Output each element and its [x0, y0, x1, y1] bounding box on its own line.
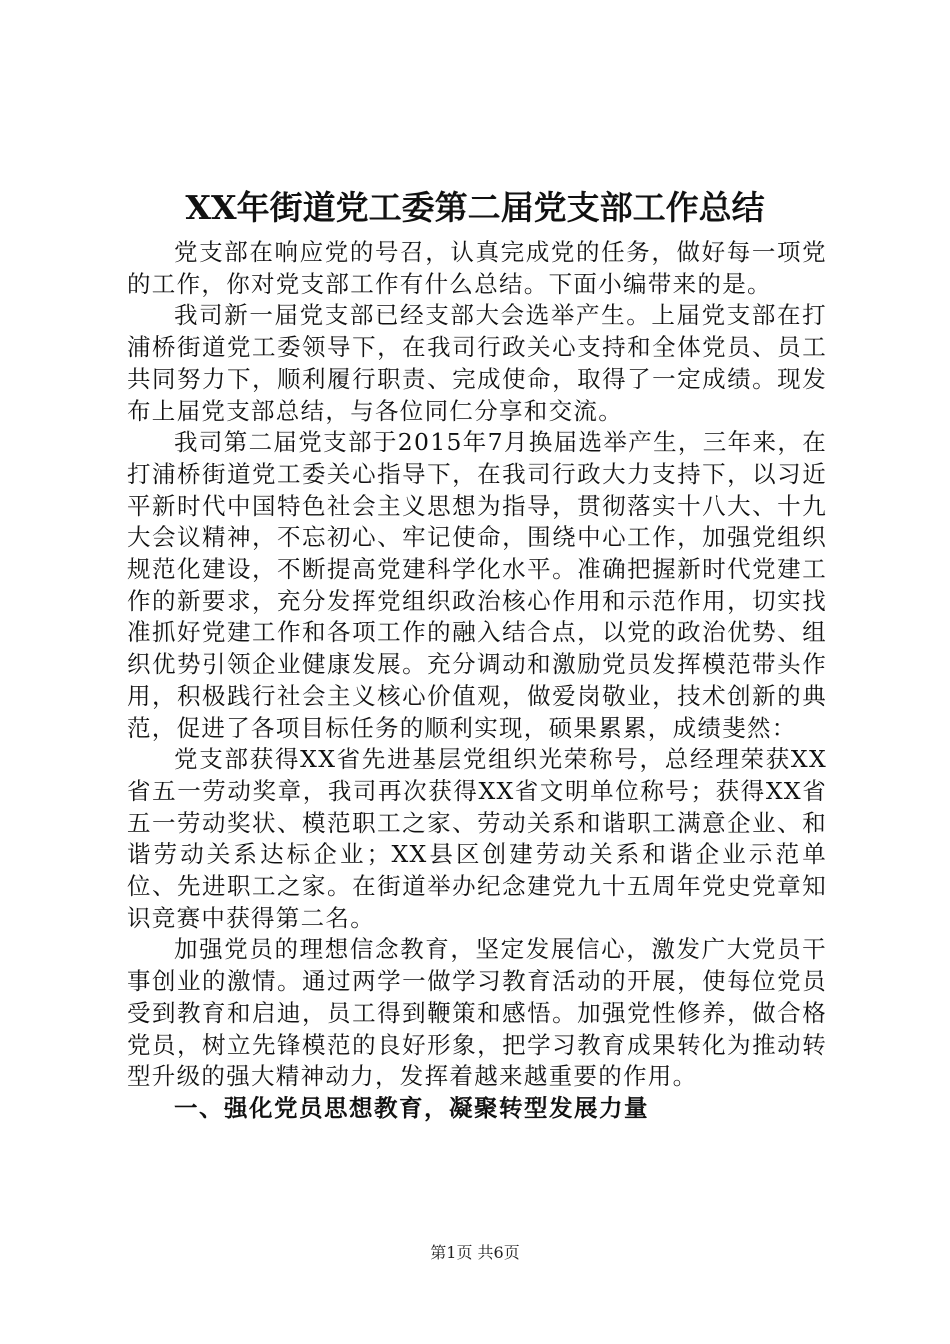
paragraph-education: 加强党员的理想信念教育，坚定发展信心，激发广大党员干事创业的激情。通过两学一做学习教育活动的开展，使每位党员受到教育和启迪，员工得到鞭策和感悟。加强党性修养，做合格党员，树立先锋模范的良好形象，把学习教育成果转化为推动转型升级的强大精神动力，发挥着越来越重要的作用。: [127, 935, 827, 1091]
paragraph-new-branch: 我司新一届党支部已经支部大会选举产生。上届党支部在打浦桥街道党工委领导下，在我司行政关心支持和全体党员、员工共同努力下，顺利履行职责、完成使命，取得了一定成绩。现发布上届党支部总结，与各位同仁分享和交流。: [127, 301, 827, 425]
paragraph-second-branch-summary: 我司第二届党支部于2015年7月换届选举产生，三年来，在打浦桥街道党工委关心指导下，在我司行政大力支持下，以习近平新时代中国特色社会主义思想为指导，贯彻落实十八大、十九大会议精神，不忘初心、牢记使命，围绕中心工作，加强党组织规范化建设，不断提高党建科学化水平。准确把握新时代党建工作的新要求，充分发挥党组织政治核心作用和示范作用，切实找准抓好党建工作和各项工作的融入结合点，以党的政治优势、组织优势引领企业健康发展。充分调动和激励党员发挥模范带头作用，积极践行社会主义核心价值观，做爱岗敬业，技术创新的典范，促进了各项目标任务的顺利实现，硕果累累，成绩斐然：: [127, 428, 827, 742]
section-heading: 一、强化党员思想教育，凝聚转型发展力量: [174, 1093, 649, 1122]
document-title: XX年街道党工委第二届党支部工作总结: [185, 188, 765, 227]
paragraph-honors: 党支部获得XX省先进基层党组织光荣称号，总经理荣获XX省五一劳动奖章，我司再次获得XX省文明单位称号；获得XX省五一劳动奖状、模范职工之家、劳动关系和谐职工满意企业、和谐劳动关系达标企业；XX县区创建劳动关系和谐企业示范单位、先进职工之家。在街道举办纪念建党九十五周年党史党章知识竞赛中获得第二名。: [127, 745, 827, 932]
paragraph-intro: 党支部在响应党的号召，认真完成党的任务，做好每一项党的工作，你对党支部工作有什么总结。下面小编带来的是。: [127, 238, 827, 298]
document-body: [127, 237, 827, 1125]
page-footer: 第1页 共6页: [430, 1243, 520, 1262]
